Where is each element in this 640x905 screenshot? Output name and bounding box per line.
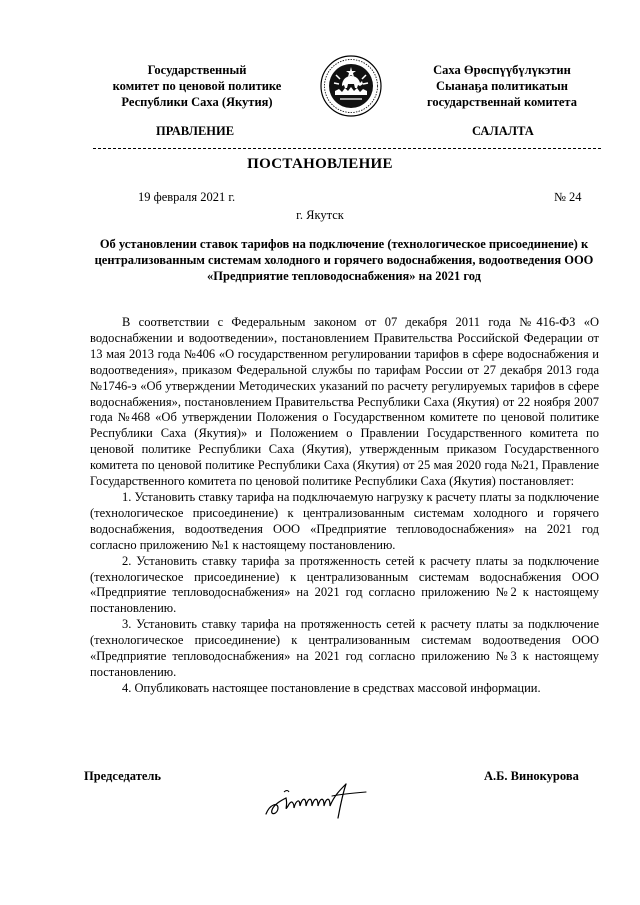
- divider: [93, 148, 601, 149]
- chairman-name: А.Б. Винокурова: [484, 769, 579, 783]
- board-label-sakha: САЛАЛТА: [472, 124, 534, 138]
- document-body: [90, 315, 599, 697]
- chairman-label: Председатель: [84, 769, 162, 783]
- document-title: ПОСТАНОВЛЕНИЕ: [247, 156, 393, 172]
- board-label-ru: ПРАВЛЕНИЕ: [156, 124, 235, 138]
- left-org-name: Государственный комитет по ценовой политике Республики Саха (Якутия): [112, 63, 282, 109]
- clause-paragraph: 2. Установить ставку тарифа за протяженность сетей к расчету платы за подключение (технологическое присоединение) к централизованным системам водоснабжения ООО «Предприятие тепловодоснабжения» на 2021 год согласно приложению №2 к настоящему постановлению.: [90, 553, 599, 616]
- right-org-name: Саха Өрөспүүбүлүкэтин Сыанаҕа политикатын государственнай комитета: [427, 63, 577, 109]
- clause-paragraph: 1. Установить ставку тарифа на подключаемую нагрузку к расчету платы за подключение (технологическое присоединение) к централизованным системам холодного и горячего водоснабжения, водоотведения ООО «Предприятие тепловодоснабжения» на 2021 год согласно приложению №1 к настоящему постановлению.: [90, 489, 599, 552]
- coat-of-arms-emblem: [320, 55, 382, 117]
- document-heading: Об установлении ставок тарифов на подключение (технологическое присоединение) к централизованным системам холодного и горячего водоснабжения, водоотведения ООО «Предприятие тепловодоснабжения» на 2021 год: [94, 237, 594, 283]
- handwritten-signature: [262, 776, 380, 822]
- document-date: 19 февраля 2021 г.: [138, 190, 236, 204]
- document-city: г. Якутск: [296, 208, 344, 222]
- clause-paragraph: 4. Опубликовать настоящее постановление в средствах массовой информации.: [122, 680, 541, 695]
- preamble-paragraph: В соответствии с Федеральным законом от 07 декабря 2011 года №416-ФЗ «О водоснабжении и водоотведении», постановлением Правительства Российской Федерации от 13 мая 2013 года №406 «О государственном регулировании тарифов в сфере водоснабжения и водоотведения», приказом Федеральной службы по тарифам России от 27 декабря 2013 года №1746-э «Об утверждении Методических указаний по расчету регулируемых тарифов в сфере водоснабжения», постановлением Правительства Республики Саха (Якутия) от 22 ноября 2007 года №468 «Об утверждении Положения о Государственном комитете по ценовой политике Республики Саха (Якутия)» и Положением о Правлении Государственного комитета по ценовой политике Республики Саха (Якутия), утвержденным приказом Государственного комитета по ценовой политике Республики Саха (Якутия) от 25 мая 2020 года №21, Правление Государственного комитета по ценовой политике Республики Саха (Якутия) постановляет:: [90, 315, 599, 489]
- document-number: № 24: [554, 190, 582, 204]
- clause-paragraph: 3. Установить ставку тарифа на протяженность сетей к расчету платы за подключение (технологическое присоединение) к централизованным системам водоотведения ООО «Предприятие тепловодоснабжения» на 2021 год согласно приложению №3 к настоящему постановлению.: [90, 617, 599, 679]
